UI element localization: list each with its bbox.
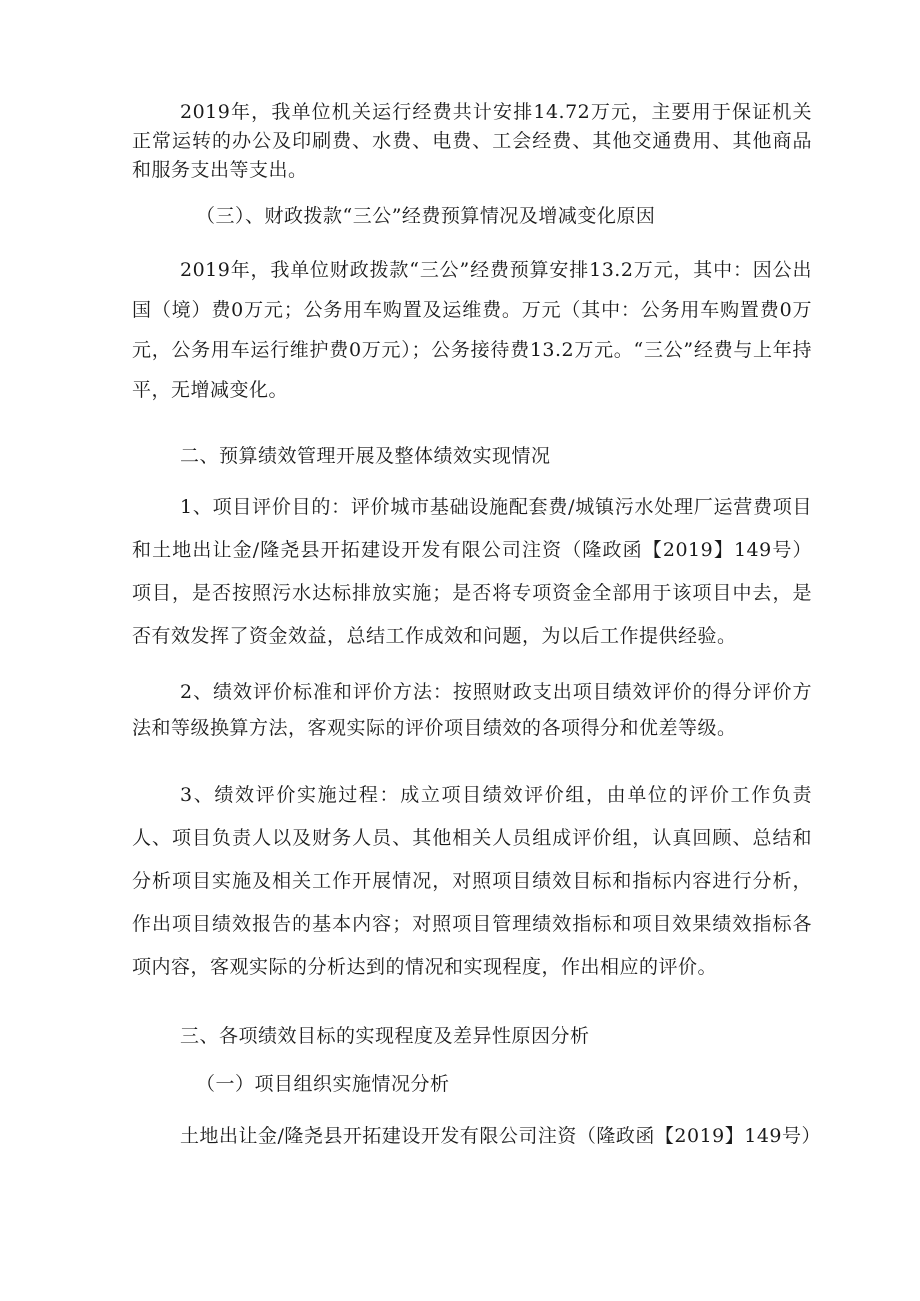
paragraph-land-transfer: 土地出让金/隆尧县开拓建设开发有限公司注资（隆政函【2019】149号） bbox=[180, 1125, 822, 1147]
section-heading-goal-achievement: 三、各项绩效目标的实现程度及差异性原因分析 bbox=[180, 1025, 590, 1047]
paragraph-evaluation-purpose: 1、项目评价目的：评价城市基础设施配套费/城镇污水处理厂运营费项目和土地出让金/隆尧县开拓建设开发有限公司注资（隆政函【2019】149号）项目，是否按照污水达标排放实施；是否将专项资金全部用于该项目中去，是否有效发挥了资金效益，总结工作成效和问题，为以后工作提供经验。 bbox=[132, 496, 812, 647]
paragraph-three-public-expenses: 2019年，我单位财政拨款“三公”经费预算安排13.2万元，其中：因公出国（境）费0万元；公务用车购置及运维费。万元（其中：公务用车购置费0万元，公务用车运行维护费0万元）；公务接待费13.2万元。“三公”经费与上年持平，无增减变化。 bbox=[132, 259, 812, 401]
paragraph-evaluation-criteria: 2、绩效评价标准和评价方法：按照财政支出项目绩效评价的得分评价方法和等级换算方法，客观实际的评价项目绩效的各项得分和优差等级。 bbox=[132, 681, 812, 739]
section-heading-three-public-expenses: （三）、财政拨款“三公”经费预算情况及增减变化原因 bbox=[196, 205, 656, 227]
subsection-heading-project-implementation: （一）项目组织实施情况分析 bbox=[196, 1073, 450, 1095]
section-heading-performance-management: 二、预算绩效管理开展及整体绩效实现情况 bbox=[180, 445, 551, 467]
paragraph-evaluation-process: 3、绩效评价实施过程：成立项目绩效评价组，由单位的评价工作负责人、项目负责人以及财务人员、其他相关人员组成评价组，认真回顾、总结和分析项目实施及相关工作开展情况，对照项目绩效目标和指标内容进行分析，作出项目绩效报告的基本内容；对照项目管理绩效指标和项目效果绩效指标各项内容，客观实际的分析达到的情况和实现程度，作出相应的评价。 bbox=[132, 784, 812, 978]
paragraph-operating-expenses: 2019年，我单位机关运行经费共计安排14.72万元，主要用于保证机关正常运转的办公及印刷费、水费、电费、工会经费、其他交通费用、其他商品和服务支出等支出。 bbox=[132, 101, 812, 181]
